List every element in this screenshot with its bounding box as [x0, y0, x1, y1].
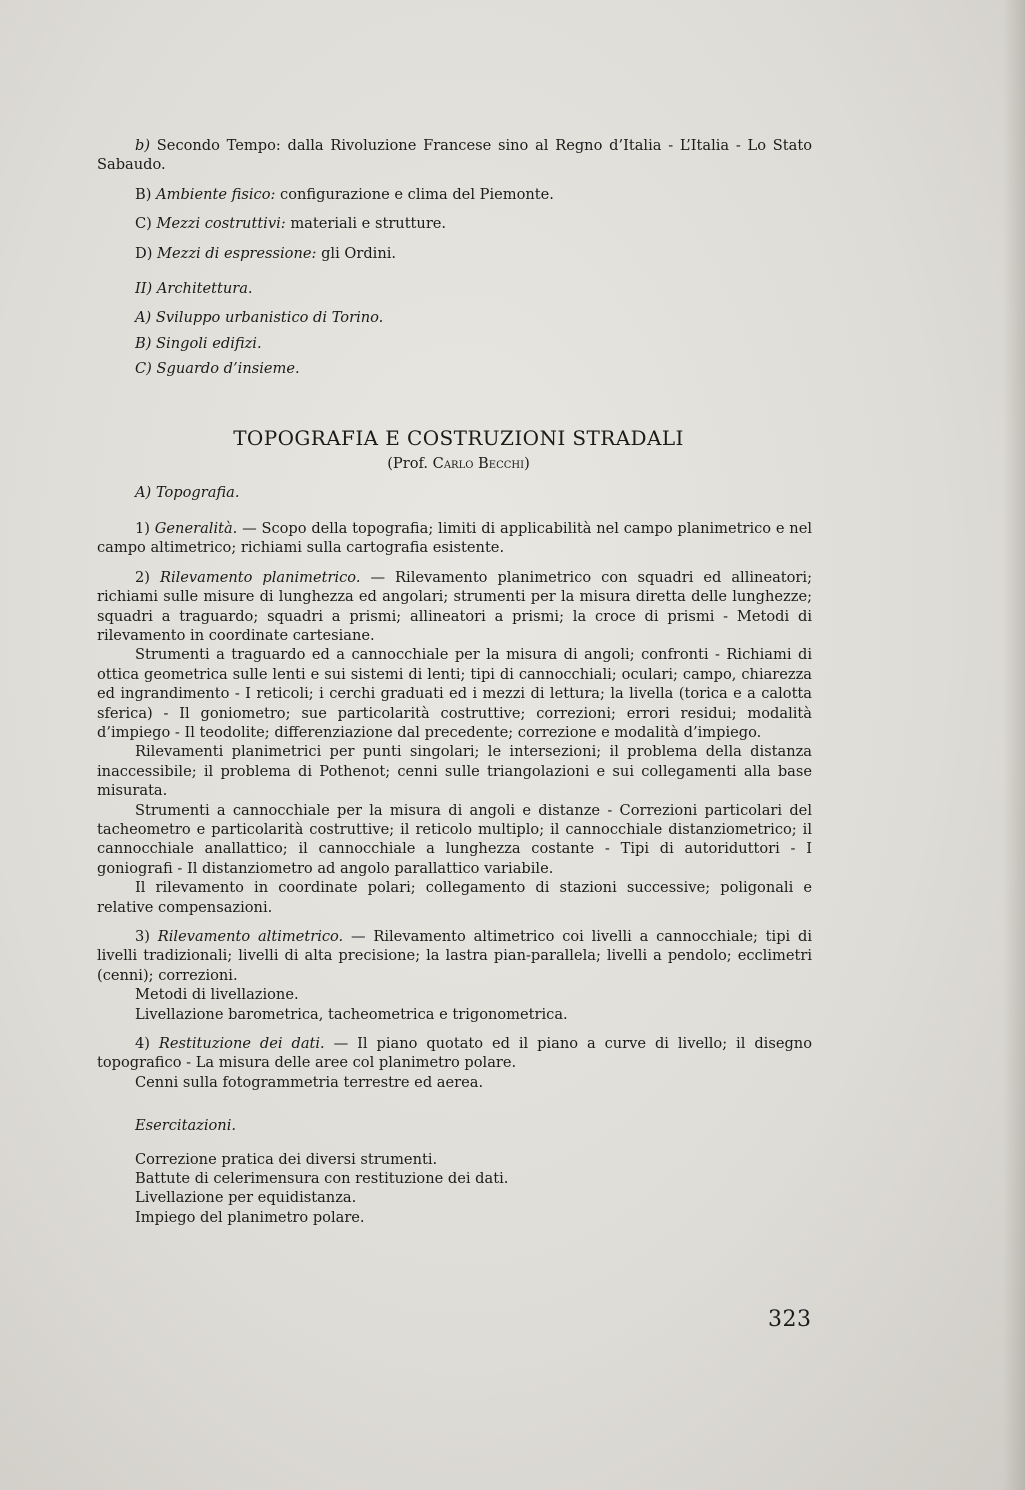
page-body — [97, 136, 812, 1227]
paragraph-restituzione-dati: 4) Restituzione dei dati. — Il piano quotato ed il piano a curve di livello; il disegno topografico - La misura delle aree col planimetro polare. — [97, 1035, 812, 1072]
page-edge-shadow — [1003, 0, 1025, 1490]
paragraph-generalita: 1) Generalità. — Scopo della topografia; limiti di applicabilità nel campo planimetrico e nel campo altimetrico; richiami sulla cartografia esistente. — [97, 519, 812, 557]
list-item: Impiego del planimetro polare. — [135, 1208, 365, 1226]
list-item: Livellazione per equidistanza. — [135, 1189, 357, 1207]
paragraph-secondo-tempo: b) Secondo Tempo: dalla Rivoluzione Francese sino al Regno d’Italia - L’Italia - Lo Stato Sabaudo. — [97, 137, 812, 174]
heading-architettura: II) Architettura. — [135, 280, 253, 298]
section-author: (Prof. Carlo Becchi) — [387, 455, 530, 473]
paragraph-rilevamento-planimetrico: 2) Rilevamento planimetrico. — Rilevamento planimetrico con squadri ed allineatori; richiami sulle misure di lunghezza ed angolari; strumenti per la misura diretta delle lunghezze; squadri a traguardo; squadri a prismi; allineatori a prismi; la croce di prismi - Metodi di rilevamento in coordinate cartesiane. — [97, 568, 812, 644]
paragraph-coordinate-polari: Il rilevamento in coordinate polari; collegamento di stazioni successive; poligonali e relative compensazioni. — [97, 879, 812, 916]
paragraph-rilevamenti-punti: Rilevamenti planimetrici per punti singolari; le intersezioni; il problema della distanza inaccessibile; il problema di Pothenot; cenni sulle triangolazioni e sui collegamenti alla base misurata. — [97, 743, 812, 800]
paragraph-fotogrammetria: Cenni sulla fotogrammetria terrestre ed aerea. — [135, 1073, 484, 1091]
heading-sguardo-insieme: C) Sguardo d’insieme. — [135, 360, 300, 378]
paragraph-rilevamento-altimetrico: 3) Rilevamento altimetrico. — Rilevamento altimetrico coi livelli a cannocchiale; tipi di livelli tradizionali; livelli di alta precisione; la lastra pian-parallela; livelli a pendolo; ecclimetri (cenni); correzioni. — [97, 928, 812, 984]
heading-mezzi-espressione: D) Mezzi di espressione: gli Ordini. — [135, 244, 397, 262]
section-title: TOPOGRAFIA E COSTRUZIONI STRADALI — [233, 425, 684, 450]
list-item: Correzione pratica dei diversi strumenti. — [135, 1150, 438, 1168]
heading-mezzi-costruttivi: C) Mezzi costruttivi: materiali e strutture. — [135, 215, 447, 233]
paragraph-livellazione-tipi: Livellazione barometrica, tacheometrica e trigonometrica. — [135, 1005, 568, 1023]
item-label: b) — [135, 137, 151, 154]
page-number: 323 — [768, 1307, 812, 1332]
paragraph-strumenti-cannocchiale: Strumenti a cannocchiale per la misura di angoli e distanze - Correzioni particolari del tacheometro e particolarità costruttive; il reticolo multiplo; il cannocchiale distanziometrico; il cannocchiale anallattico; il cannocchiale a lunghezza costante - Tipi di autoriduttori - I goniografi - Il distanziometro ad angolo parallattico variabile. — [97, 801, 812, 877]
paragraph-metodi-livellazione: Metodi di livellazione. — [135, 986, 299, 1004]
subsection-topografia: A) Topografia. — [135, 484, 240, 502]
list-item: Battute di celerimensura con restituzione dei dati. — [135, 1170, 509, 1188]
heading-esercitazioni: Esercitazioni. — [135, 1117, 237, 1135]
heading-sviluppo-urbanistico: A) Sviluppo urbanistico di Torino. — [135, 309, 384, 327]
heading-singoli-edifizi: B) Singoli edifizi. — [135, 334, 262, 352]
paragraph-strumenti-traguardo: Strumenti a traguardo ed a cannocchiale per la misura di angoli; confronti - Richiami di ottica geometrica sulle lenti e sui sistemi di lenti; tipi di cannocchiali; oculari; campo, chiarezza ed ingrandimento - I reticoli; i cerchi graduati ed i mezzi di lettura; la livella (torica e a calotta sferica) - Il goniometro; sue particolarità costruttive; correzioni; errori residui; modalità d’impiego - Il teodolite; differenziazione dal precedente; correzione e modalità d’impiego. — [97, 646, 812, 741]
heading-ambiente-fisico: B) Ambiente fisico: configurazione e clima del Piemonte. — [135, 185, 554, 203]
